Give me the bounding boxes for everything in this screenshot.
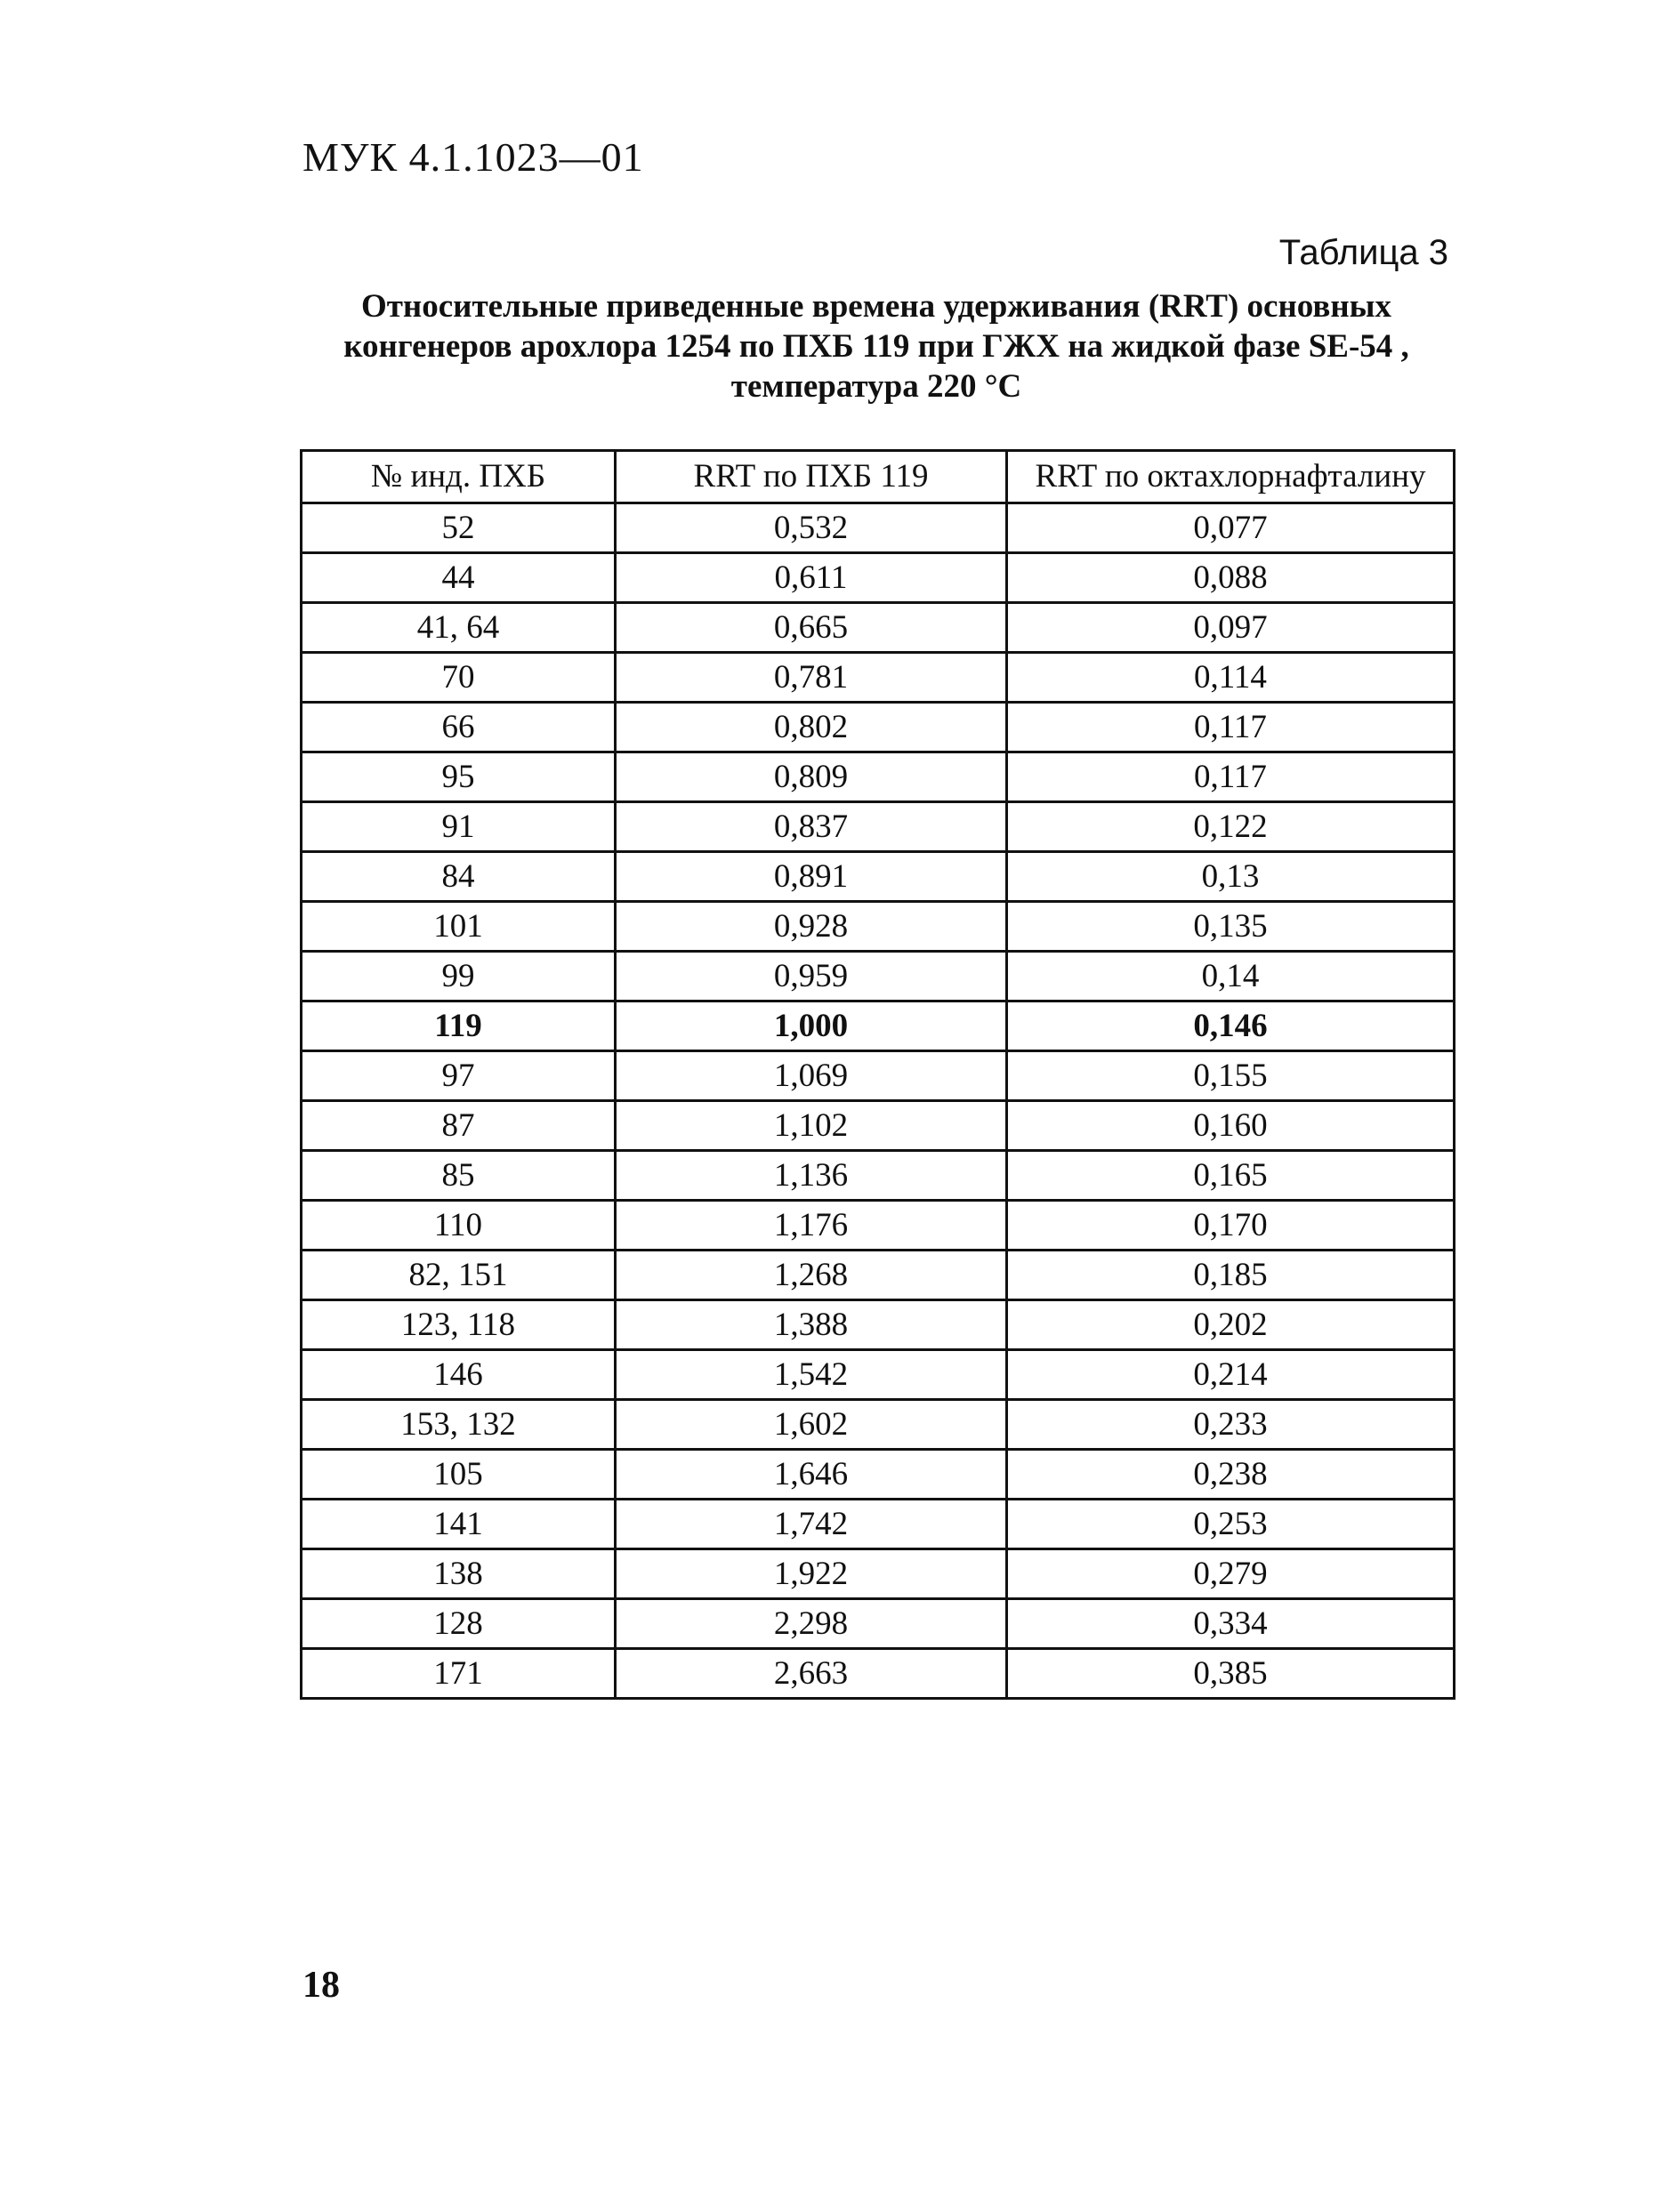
table-row [302, 1151, 1455, 1201]
table-row [302, 653, 1455, 703]
table-cell: 1,542 [616, 1350, 1007, 1400]
table-cell: 95 [302, 752, 616, 802]
table-cell: 97 [302, 1051, 616, 1101]
column-header-rrt-pcb119: RRT по ПХБ 119 [616, 451, 1007, 503]
table-cell: 0,802 [616, 703, 1007, 752]
document-code: МУК 4.1.1023—01 [302, 134, 644, 180]
table-row [302, 1350, 1455, 1400]
table-cell: 0,117 [1007, 703, 1455, 752]
caption-line: конгенеров арохлора 1254 по ПХБ 119 при ГЖХ на жидкой фазе SE-54 , [343, 328, 1409, 365]
table-cell: 0,781 [616, 653, 1007, 703]
table-cell: 153, 132 [302, 1400, 616, 1450]
table-number: Таблица 3 [1278, 233, 1448, 272]
table-cell: 110 [302, 1201, 616, 1251]
table-cell: 119 [302, 1001, 616, 1051]
table-cell: 1,742 [616, 1500, 1007, 1549]
table-row [302, 1051, 1455, 1101]
table-cell: 44 [302, 553, 616, 603]
table-cell: 0,170 [1007, 1201, 1455, 1251]
table-row [302, 1500, 1455, 1549]
table-cell: 0,135 [1007, 902, 1455, 952]
table-cell: 141 [302, 1500, 616, 1549]
table-cell: 146 [302, 1350, 616, 1400]
column-header-pcb-index: № инд. ПХБ [302, 451, 616, 503]
table-cell: 0,165 [1007, 1151, 1455, 1201]
table-cell: 0,185 [1007, 1251, 1455, 1300]
table-cell: 0,114 [1007, 653, 1455, 703]
table-row [302, 503, 1455, 553]
table-cell: 2,663 [616, 1649, 1007, 1699]
table-row [302, 1251, 1455, 1300]
table-cell: 0,146 [1007, 1001, 1455, 1051]
table-cell: 128 [302, 1599, 616, 1649]
table-cell: 0,279 [1007, 1549, 1455, 1599]
table-cell: 0,117 [1007, 752, 1455, 802]
table-row [302, 553, 1455, 603]
table-body [302, 503, 1455, 1699]
table-row [302, 1649, 1455, 1699]
table-cell: 99 [302, 952, 616, 1001]
table-row [302, 802, 1455, 852]
table-row [302, 852, 1455, 902]
table-cell: 0,928 [616, 902, 1007, 952]
caption-line: Относительные приведенные времена удерживания (RRT) основных [360, 288, 1392, 325]
table-cell: 0,959 [616, 952, 1007, 1001]
table-header-row [302, 451, 1455, 503]
table-cell: 1,000 [616, 1001, 1007, 1051]
table-cell: 0,891 [616, 852, 1007, 902]
column-header-rrt-ocn: RRT по октахлорнафталину [1007, 451, 1455, 503]
table-cell: 2,298 [616, 1599, 1007, 1649]
table-cell: 138 [302, 1549, 616, 1599]
table-cell: 0,077 [1007, 503, 1455, 553]
table-cell: 1,268 [616, 1251, 1007, 1300]
table-cell: 0,122 [1007, 802, 1455, 852]
table-cell: 85 [302, 1151, 616, 1201]
table-cell: 1,176 [616, 1201, 1007, 1251]
table-cell: 0,334 [1007, 1599, 1455, 1649]
table-cell: 0,837 [616, 802, 1007, 852]
rrt-table [300, 449, 1455, 1700]
table-cell: 70 [302, 653, 616, 703]
table-row [302, 902, 1455, 952]
table-cell: 1,646 [616, 1450, 1007, 1500]
table-cell: 0,532 [616, 503, 1007, 553]
table-cell: 66 [302, 703, 616, 752]
table-row [302, 703, 1455, 752]
table-cell: 87 [302, 1101, 616, 1151]
table-row [302, 1599, 1455, 1649]
table-row [302, 1450, 1455, 1500]
table-cell: 105 [302, 1450, 616, 1500]
table-cell: 0,253 [1007, 1500, 1455, 1549]
table-row [302, 1300, 1455, 1350]
table-cell: 0,097 [1007, 603, 1455, 653]
table-cell: 0,14 [1007, 952, 1455, 1001]
table-row [302, 752, 1455, 802]
table-cell: 0,611 [616, 553, 1007, 603]
table-cell: 1,102 [616, 1101, 1007, 1151]
table-cell: 0,238 [1007, 1450, 1455, 1500]
table-cell: 52 [302, 503, 616, 553]
table-cell: 41, 64 [302, 603, 616, 653]
table-cell: 101 [302, 902, 616, 952]
table-row [302, 1549, 1455, 1599]
table-cell: 0,809 [616, 752, 1007, 802]
table-cell: 0,160 [1007, 1101, 1455, 1151]
page-number: 18 [302, 1965, 340, 2006]
table-cell: 1,602 [616, 1400, 1007, 1450]
table-cell: 123, 118 [302, 1300, 616, 1350]
table-cell: 0,385 [1007, 1649, 1455, 1699]
table-cell: 0,665 [616, 603, 1007, 653]
table-cell: 0,155 [1007, 1051, 1455, 1101]
caption-line: температура 220 °С [730, 368, 1022, 405]
table-row [302, 1101, 1455, 1151]
table-cell: 0,233 [1007, 1400, 1455, 1450]
table-cell: 0,214 [1007, 1350, 1455, 1400]
table-cell: 1,136 [616, 1151, 1007, 1201]
table-cell: 171 [302, 1649, 616, 1699]
table-cell: 0,088 [1007, 553, 1455, 603]
table-row [302, 952, 1455, 1001]
table-row [302, 603, 1455, 653]
table-cell: 0,202 [1007, 1300, 1455, 1350]
table-cell: 91 [302, 802, 616, 852]
table-caption [302, 286, 1450, 406]
table-cell: 1,069 [616, 1051, 1007, 1101]
table-cell: 84 [302, 852, 616, 902]
table-row [302, 1400, 1455, 1450]
table-row [302, 1001, 1455, 1051]
table-cell: 1,388 [616, 1300, 1007, 1350]
table-row [302, 1201, 1455, 1251]
table-cell: 1,922 [616, 1549, 1007, 1599]
table-cell: 0,13 [1007, 852, 1455, 902]
table-cell: 82, 151 [302, 1251, 616, 1300]
